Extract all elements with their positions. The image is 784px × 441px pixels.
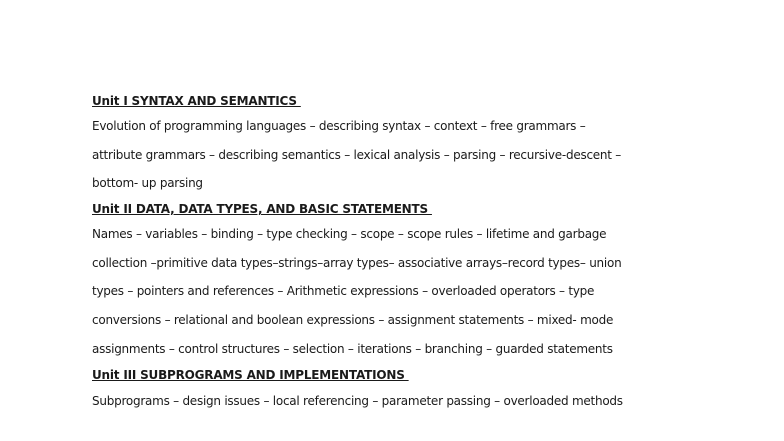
syllabus-content — [92, 90, 752, 415]
unit-2-line-5: assignments – control structures – selection – iterations – branching – guarded statements — [92, 341, 613, 356]
unit-1-heading: Unit I SYNTAX AND SEMANTICS — [92, 94, 301, 108]
unit-3-line-1: Subprograms – design issues – local referencing – parameter passing – overloaded methods — [92, 393, 623, 408]
unit-3-heading: Unit III SUBPROGRAMS AND IMPLEMENTATIONS — [92, 367, 409, 382]
unit-2-line-4: conversions – relational and boolean expressions – assignment statements – mixed- mode — [92, 313, 614, 328]
unit-2-line-1: Names – variables – binding – type checking – scope – scope rules – lifetime and garbage — [92, 227, 607, 242]
unit-1-line-1: Evolution of programming languages – describing syntax – context – free grammars – — [92, 119, 586, 133]
unit-2-line-2: collection –primitive data types–strings–array types– associative arrays–record types– union — [92, 255, 622, 270]
unit-2-heading: Unit II DATA, DATA TYPES, AND BASIC STATEMENTS — [92, 202, 432, 217]
unit-1-line-2: attribute grammars – describing semantics – lexical analysis – parsing – recursive-descent – — [92, 147, 622, 162]
unit-1-line-3: bottom- up parsing — [92, 176, 203, 191]
unit-2-line-3: types – pointers and references – Arithmetic expressions – overloaded operators – type — [92, 284, 595, 299]
